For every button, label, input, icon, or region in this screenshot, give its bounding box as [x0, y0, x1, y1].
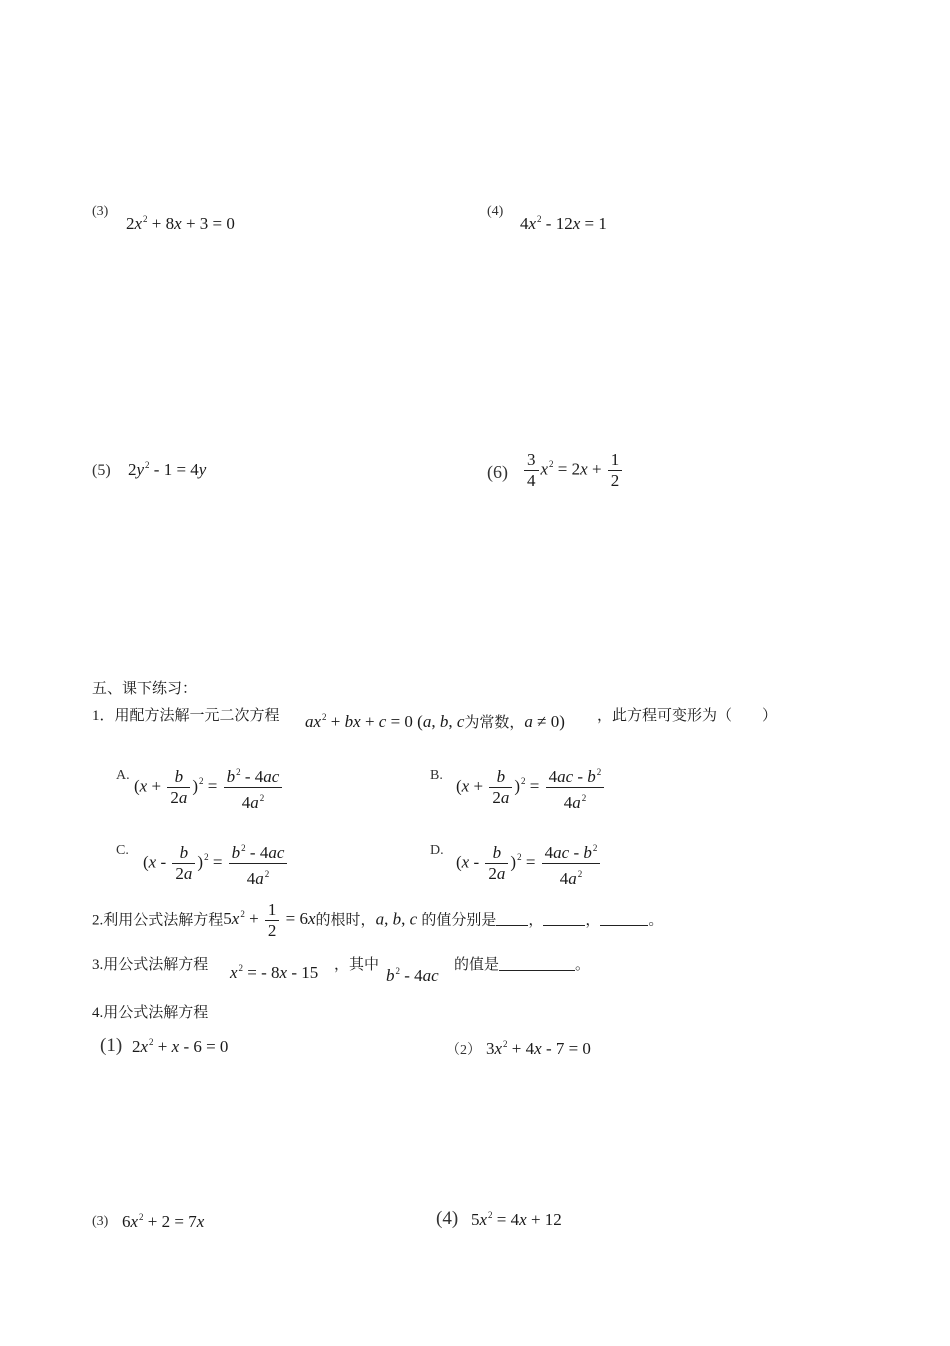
question-4-part-4-label: (4) [436, 1208, 459, 1229]
question-2-suffix: 的值分别是 [421, 912, 497, 929]
option-d-formula: (x - $\frac{b}{2a}$ )$^2$ = $\frac{4ac - b^2}{4a^2}$ [456, 838, 602, 889]
question-4-part-3-label: (3) [92, 1214, 109, 1229]
question-2-sep2: ， [585, 912, 601, 929]
question-3-tail [454, 953, 590, 974]
question-1-suffix: ，此方程可变形为（ ） [597, 708, 778, 724]
question-4-part-1-label: (1) [100, 1035, 123, 1056]
question-4-part-3-equation: $6x^2 + 2 = 7x$ [122, 1212, 205, 1231]
option-c-label: C. [116, 843, 129, 858]
option-b-formula: (x + $\frac{b}{2a}$ )$^2$ = $\frac{4ac - b^2}{4a^2}$ [456, 762, 606, 813]
question-2-end: 。 [648, 912, 664, 929]
question-1-prefix: 1．用配方法解一元二次方程 [92, 708, 280, 724]
option-c-formula: (x - $\frac{b}{2a}$ )$^2$ = $\frac{b^2 - 4ac}{4a^2}$ [143, 838, 289, 889]
problem-5-label: (5) [92, 462, 111, 479]
answer-blank-a[interactable] [496, 911, 528, 926]
question-3-suffix: 的值是 [454, 957, 500, 973]
problem-6-label: (6) [487, 462, 508, 482]
question-2-prefix: 2.利用公式法解方程 [92, 912, 224, 929]
question-2-mid: 的根时， [315, 912, 376, 929]
question-4-heading: 4.用公式法解方程 [92, 1005, 209, 1021]
question-2-sep1: ， [528, 912, 544, 929]
problem-5-equation: $2y^2 - 1 = 4y$ [128, 460, 207, 479]
question-2-vars: a, b, c [375, 909, 418, 929]
answer-blank-b[interactable] [543, 911, 585, 926]
problem-6-equation: $\frac{3}{4}$ $x^2 = 2x$ + $\frac{1}{2}$ [522, 450, 624, 491]
question-3-end: 。 [575, 957, 591, 973]
section-heading: 五、课下练习： [92, 681, 198, 697]
question-1-condition: 为常数， [464, 715, 525, 731]
question-4-part-2-equation: $3x^2 + 4x - 7 = 0$ [486, 1039, 591, 1058]
question-3-prefix: 3.用公式法解方程 [92, 957, 209, 973]
question-2 [92, 900, 663, 941]
option-a-formula: (x + $\frac{b}{2a}$ )$^2$ = $\frac{b^2 - 4ac}{4a^2}$ [134, 762, 284, 813]
option-b-label: B. [430, 768, 443, 783]
question-4-part-1-equation: $2x^2 + x - 6 = 0$ [132, 1037, 229, 1056]
problem-3-equation: $2x^2 + 8x + 3 = 0$ [126, 214, 235, 233]
question-4-part-4-equation: $5x^2 = 4x + 12$ [471, 1210, 562, 1229]
question-3-discriminant: $b^2 - 4ac$ [386, 966, 439, 985]
question-4-part-2-label: （2） [446, 1043, 481, 1058]
question-3-mid: ，其中 [334, 957, 380, 973]
question-3-equation: $x^2$ = - 8x - 15 [230, 963, 319, 982]
answer-blank-c[interactable] [600, 911, 648, 926]
problem-3-label: (3) [92, 204, 109, 219]
answer-blank-discriminant[interactable] [499, 956, 575, 971]
question-1-equation: $ax^2$ + bx + c = 0 (a, b, c为常数，a ≠ 0) [305, 712, 565, 731]
question-2-equation: $5x^2$ + $\frac{1}{2}$ = 6x [223, 900, 316, 940]
problem-4-label: (4) [487, 204, 504, 219]
problem-4-equation: $4x^2 - 12x = 1$ [520, 214, 607, 233]
option-d-label: D. [430, 843, 444, 858]
option-a-label: A. [116, 768, 130, 783]
